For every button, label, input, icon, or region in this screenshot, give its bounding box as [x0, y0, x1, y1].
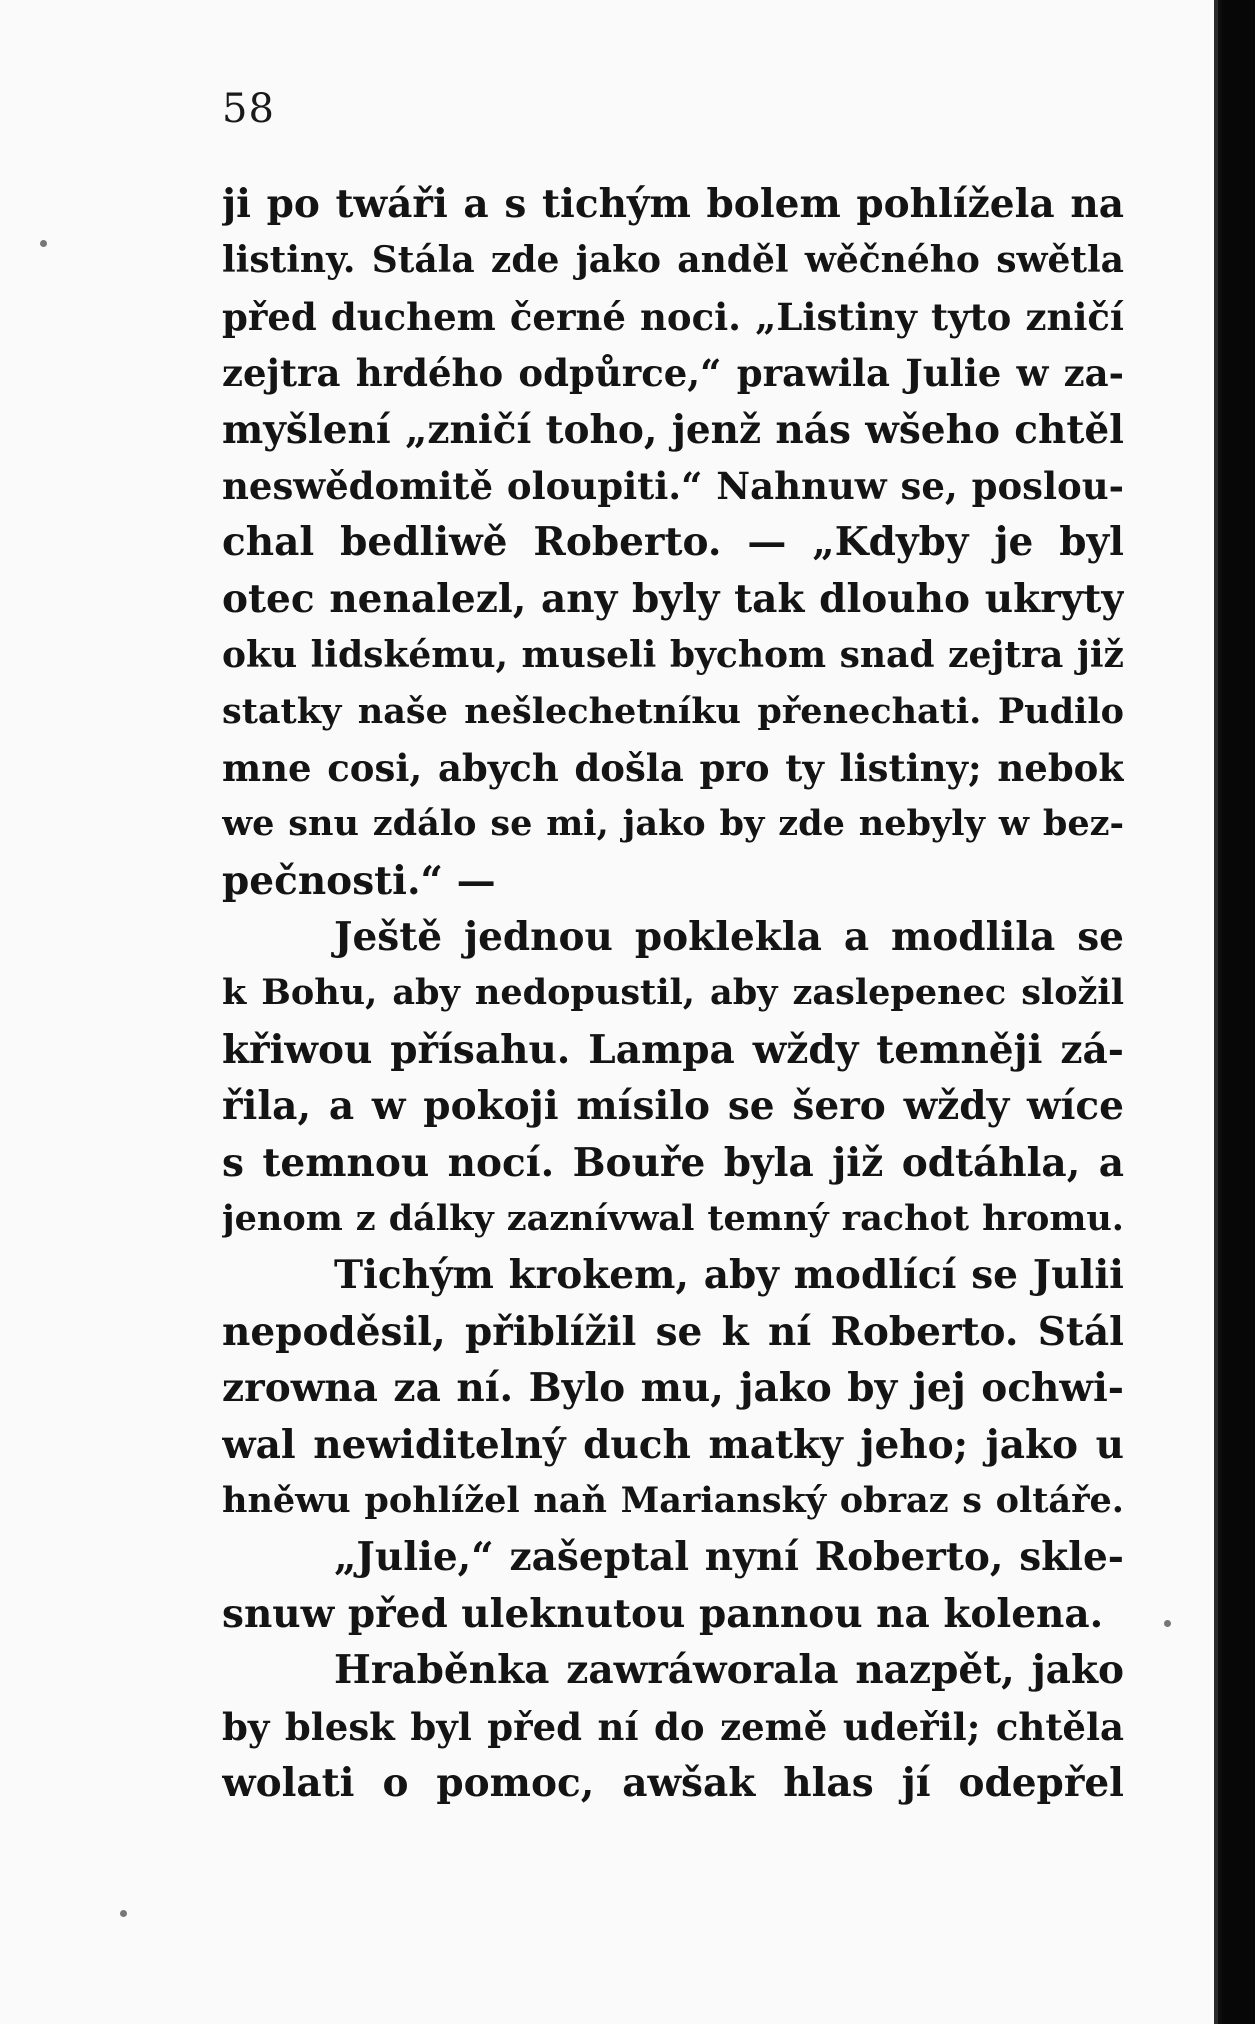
scan-border — [1222, 0, 1255, 2024]
text-line: wal newiditelný duch matky jeho; jako u — [222, 1421, 1124, 1468]
text-line: Ještě jednou poklekla a modlila se — [334, 914, 1124, 961]
text-line: Tichým krokem, aby modlící se Julii — [334, 1252, 1124, 1299]
text-line: Hraběnka zawráworala nazpět, jako — [334, 1647, 1124, 1694]
ink-speck — [120, 1910, 127, 1917]
text-line: snuw před uleknutou pannou na kolena. — [222, 1590, 1104, 1637]
text-line: zejtra hrdého odpůrce,“ prawila Julie w za- — [222, 351, 1124, 396]
text-line: pečnosti.“ — — [222, 857, 496, 904]
text-line: listiny. Stála zde jako anděl wěčného swětla — [222, 239, 1124, 282]
text-line: by blesk byl před ní do země udeřil; chtěla — [222, 1704, 1124, 1749]
text-line: chal bedliwě Roberto. — „Kdyby je byl — [222, 519, 1124, 566]
text-line: hněwu pohlížel naň Marianský obraz s oltáře. — [222, 1479, 1124, 1521]
text-line: ji po twáři a s tichým bolem pohlížela na — [222, 181, 1124, 227]
body-text — [222, 176, 1124, 1811]
text-line: neswědomitě oloupiti.“ Nahnuw se, poslou- — [222, 463, 1124, 508]
ink-speck — [1164, 1620, 1171, 1627]
ink-speck — [40, 240, 47, 247]
text-line: jenom z dálky zaznívwal temný rachot hromu. — [222, 1198, 1124, 1240]
text-line: před duchem černé noci. „Listiny tyto zničí — [222, 294, 1124, 339]
text-line: „Julie,“ zašeptal nyní Roberto, skle- — [334, 1534, 1124, 1581]
text-line: řila, a w pokoji mísilo se šero wždy wíce — [222, 1083, 1124, 1130]
text-line: otec nenalezl, any byly tak dlouho ukryty — [222, 575, 1124, 622]
page-number: 58 — [222, 86, 275, 132]
text-line: mne cosi, abych došla pro ty listiny; nebok — [222, 745, 1124, 790]
text-line: křiwou přísahu. Lampa wždy temněji zá- — [222, 1026, 1124, 1073]
text-line: we snu zdálo se mi, jako by zde nebyly w bez- — [222, 803, 1124, 845]
text-line: k Bohu, aby nedopustil, aby zaslepenec složil — [222, 972, 1124, 1014]
text-line: wolati o pomoc, awšak hlas jí odepřel — [222, 1759, 1124, 1806]
text-line: oku lidskému, museli bychom snad zejtra již — [222, 634, 1124, 677]
text-line: s temnou nocí. Bouře byla již odtáhla, a — [222, 1139, 1124, 1186]
text-line: nepoděsil, přiblížil se k ní Roberto. Stál — [222, 1308, 1124, 1355]
text-line: zrowna za ní. Bylo mu, jako by jej ochwi- — [222, 1365, 1124, 1412]
text-line: statky naše nešlechetníku přenechati. Pudilo — [222, 690, 1124, 732]
text-line: myšlení „zničí toho, jenž nás wšeho chtěl — [222, 406, 1124, 453]
